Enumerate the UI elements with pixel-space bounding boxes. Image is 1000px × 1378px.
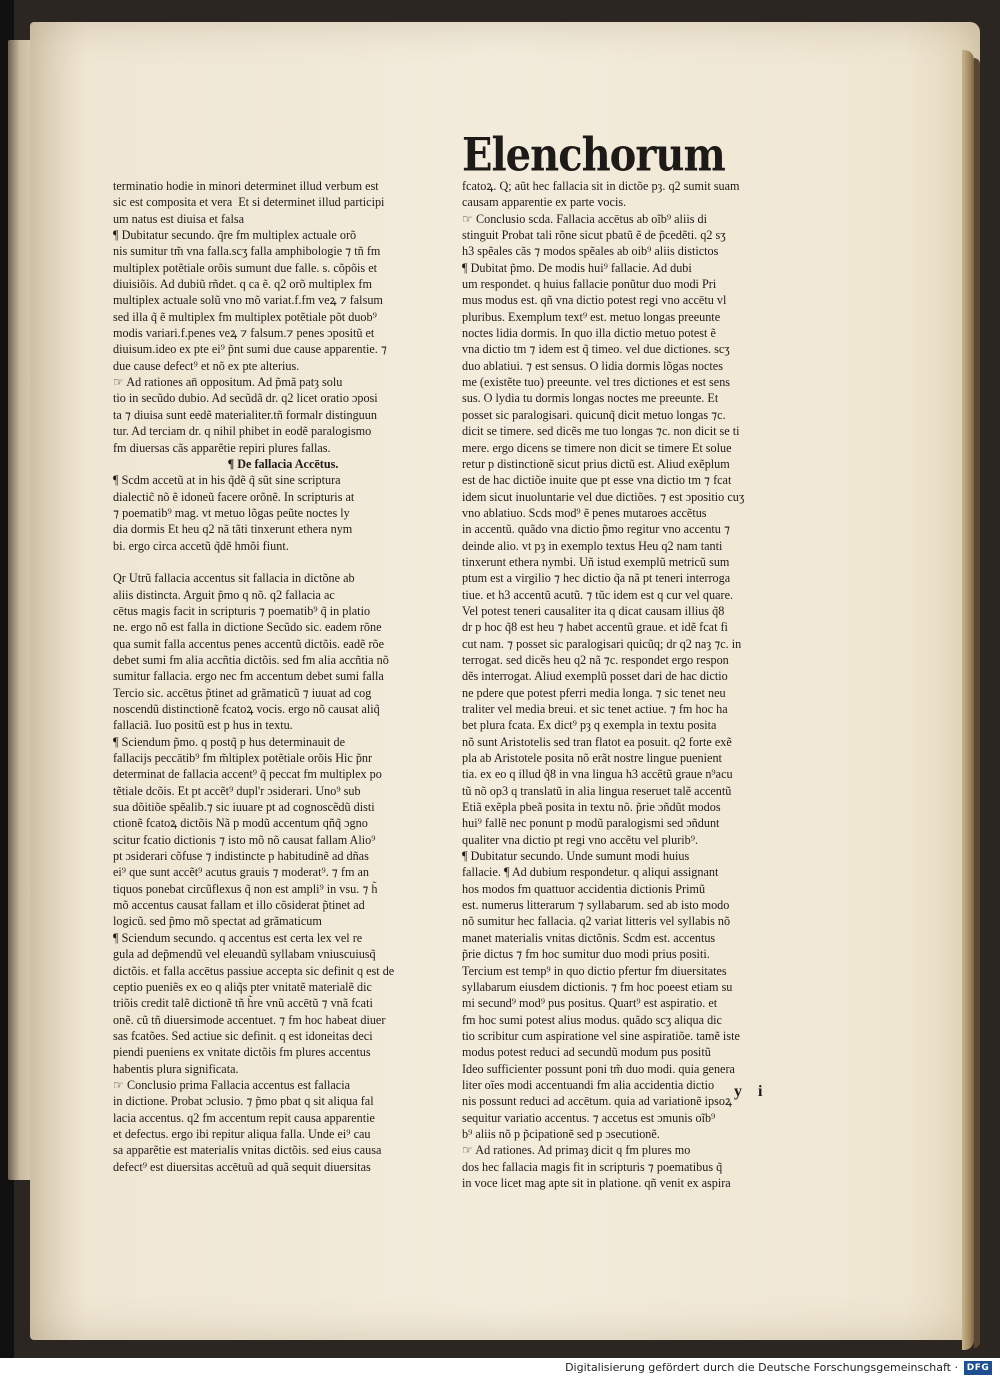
text-line: in accentũ. quãdo vna dictio p̃mo regitur vno accentu ⁊ [462,522,731,537]
text-line: Ideo sufficienter possunt poni tm̃ duo modi. quia genera [462,1061,735,1076]
section-heading: ¶ De fallacia Accētus. [227,456,339,471]
text-line: h3 spẽales cãs ⁊ modos spẽales ab oib⁹ aliis distictos [462,244,719,259]
text-line: et defectus. ergo ibi repitur aliqua falla. Unde ei⁹ cau [113,1126,371,1141]
text-line: tio scribitur cum aspiratione vel sine aspiratiõe. tamẽ iste [462,1028,740,1043]
text-line: posset sic paralogisari. quicunq̃ dicit metuo longas ⁊c. [462,407,726,422]
left-text-column [113,178,453,1175]
text-line: mi secund⁹ mod⁹ pus positus. Quart⁹ est aspiratio. et [462,996,718,1011]
text-line: me (existẽte tuo) preeunte. vel tres dictiones et est sens [462,375,731,390]
text-line: hui⁹ fallẽ nec ponunt p modũ paralogismi sed ɔñdunt [462,816,720,831]
text-line: aliis distincta. Arguit p̃mo q nõ. q2 fallacia ac [113,587,335,602]
text-line: noscendũ distinctionẽ fcatoꝝ vocis. ergo nõ causat aliq̃ [113,702,380,716]
text-line: traliter vel media breui. et sic tenet actiue. ⁊ fm hoc ha [462,702,728,716]
text-line: liter oĩes modi accentuandi fm alia accidentia dictio [462,1077,715,1092]
text-line: hos modos fm quattuor accidentia dictionis Primũ [462,881,706,896]
text-line: gula ad dep̃mendũ vel eleuandũ syllabam vniuscuiusq̃ [113,947,376,962]
text-line: tur. Ad terciam dr. q nihil phibet in eodẽ paralogismo [113,424,372,439]
signature-mark: y i [734,1083,769,1100]
text-line: ctionẽ fcatoꝝ dictõis Nã p modũ accentum qñq̃ ɔgno [113,816,368,831]
text-line: mõ accentus causat fallam et illo cõsiderat p̃tinet ad [113,898,365,913]
text-line: cut nam. ⁊ posset sic paralogisari quicũq; dr q2 naȝ ⁊c. in [462,636,742,651]
text-line: um natus est diuisa et falsa [113,211,244,226]
text-line: stinguit Probat tali rõne sicut pbatũ ẽ de p̃cedẽti. q2 sʒ [462,228,726,243]
text-line: terrogat. sed dicẽs heu q2 nã ⁊c. respondet ergo respon [462,652,729,667]
text-line: sus. O lydia tu dormis longas noctes me preeunte. Et [462,391,719,406]
text-line: in voce licet mag apte sit in platione. qñ venit ex aspira [462,1175,731,1190]
text-line: sequitur variatio accentus. ⁊ accetus est ɔmunis oĩb⁹ [462,1110,716,1125]
text-line: qua sumit falla accentus penes accentũ dictõis. eadẽ rõe [113,636,385,651]
text-line: est. numerus litterarum ⁊ syllabarum. sed ab isto modo [462,898,730,913]
text-line: tiquos ponebat circũflexus q̃ non est ampli⁹ in vsu. ⁊ h̃ [113,881,378,896]
text-line: um respondet. q huius fallacie ponũtur duo modi Pri [462,277,717,292]
text-line: modus potest reduci ad secundũ modum pus positũ [462,1045,711,1060]
text-line: dr p hoc q̃8 est heu ⁊ habet accentũ graue. et idẽ fcat fi [462,620,728,635]
text-line: determinat de fallacia accent⁹ q̃ peccat fm multiplex po [113,767,382,782]
text-line: scitur fcatio dictionis ⁊ isto mõ nõ causat fallam Alio⁹ [113,832,376,847]
text-line: dẽs interrogat. Aliud exemplũ posset dari de hac dictio [462,669,728,684]
text-line: mere. ergo dicens se timere non dicit se timere Et solue [462,440,732,455]
text-line: ☞ Conclusio scda. Fallacia accētus ab oĩb⁹ aliis di [462,211,707,226]
dfg-logo: DFG [964,1361,992,1375]
text-line: sic est composita et vera Et si determinet illud participi [113,195,385,210]
text-line: b⁹ aliis nõ p p̃cipationẽ sed p ɔsecutionẽ. [462,1126,660,1141]
text-line: noctes lidia dormis. In quo illa dictio metuo potest ẽ [462,326,716,341]
text-line: pt ɔsiderari cõfuse ⁊ indistincte p habitudinẽ ad dñas [113,849,369,864]
text-line: deinde alio. vt pȝ in exemplo textus Heu q2 nam tanti [462,538,723,553]
text-line: logicũ. sed p̃mo mõ spectat ad grãmaticum [113,914,322,929]
text-line: manet materialis vnitas dictõnis. Scdm est. accentus [462,930,716,945]
text-line: fallaciã. Iuo positũ est p hus in textu. [113,718,293,733]
text-line: ptum est a virgilio ⁊ hec dictio q̃a nã pt teneri interroga [462,571,731,586]
text-line: dia dormis Et heu q2 nã tãti tinxerunt ethera nym [113,522,353,537]
text-line: fm hoc sumi potest alius modus. quãdo scʒ aliqua dic [462,1012,722,1027]
right-text-column [462,178,792,1191]
text-line: tẽtiale dcõis. Et pt accẽt⁹ dupl'r ɔsiderari. Uno⁹ sub [113,783,361,798]
text-line: syllabarum eiusdem dictionis. ⁊ fm hoc poeest etiam su [462,979,733,994]
text-line: piendi pueniens ex vnitate dictõis fm plures accentus [113,1045,371,1060]
text-line: ne pdere que potest pferri media longa. ⁊ sic tenet neu [462,685,726,700]
text-line: diuisum.ideo ex pte ei⁹ p̃nt sumi due cause apparentie. ⁊ [113,342,387,357]
footer-credit-text: Digitalisierung gefördert durch die Deutsche Forschungsgemeinschaft [565,1361,951,1374]
text-line: pla ab Aristotele posita nõ erãt nostre lingue puenient [462,751,722,766]
text-line: Tercium est temp⁹ in quo dictio pfertur fm diuersitates [462,963,727,978]
text-line: habentis plura significata. [113,1061,239,1076]
footer-bar [0,1358,1000,1378]
text-line: mus modus est. qñ vna dictio potest regi vno accētu vl [462,293,727,308]
text-line: retur p distinctionẽ sicut prius dictũ est. Aliud exẽplum [462,456,730,471]
footer-separator: · [954,1361,958,1374]
text-line: sa apparẽtie est materialis vnitas dictõis. sed eius causa [113,1143,382,1158]
text-line: defect⁹ est diuersitas accētuũ ad quã sequit diuersitas [113,1159,371,1174]
text-line: nõ sumitur hec fallacia. q2 variat litteris vel syllabis nõ [462,914,731,929]
text-line: idem sicut inuoluntarie vel due dictiões. ⁊ est ɔpositio cuʒ [462,489,745,504]
text-line: fallacijs peccātib⁹ fm m̃ltiplex potẽtiale orõis Hic p̃nr [113,751,373,766]
text-line: ¶ Sciendum p̃mo. q postq̃ p hus determinauit de [113,734,345,749]
text-line: Qr Utrũ fallacia accentus sit fallacia in dictõne ab [113,571,355,586]
text-line: ⁊ poematib⁹ mag. vt metuo lõgas peũte noctes ly [113,505,350,520]
text-line: dos hec fallacia magis fit in scripturis ⁊ poematibus q̃ [462,1159,723,1174]
text-line: ¶ Dubitatur secundo. Unde sumunt modi huius [462,849,690,864]
text-line: p̃rie dictus ⁊ fm hoc sumitur duo modi prius positi. [462,947,710,962]
text-line: triõis credit talẽ dictionẽ tñ h̃re vnũ accētũ ⁊ vnã fcati [113,996,373,1011]
text-line: tio in secũdo dubio. Ad secũdã dr. q2 licet oratio ɔposi [113,391,378,406]
text-line: fcatoꝝ. Q; aũt hec fallacia sit in dictõe pȝ. q2 sumit suam [462,179,740,193]
text-line: onẽ. cũ tñ diuersimode accentuet. ⁊ fm hoc habeat diuer [113,1012,386,1027]
text-line: Etiã exẽpla pbeã posita in textu nõ. p̃rie ɔñdũt modos [462,800,721,815]
text-line: sua dõitiõe spẽalib.⁊ sic iuuare pt ad cognoscẽdũ disti [113,800,375,815]
text-line: est de hac dictiõe inuite que pt esse vna dictio tm ⁊ fcat [462,473,732,488]
text-line: tinxerunt ethera nymbi. Uñ istud exemplũ metricũ sum [462,554,730,569]
text-line: ta ⁊ diuisa sunt eedẽ materialiter.tñ formalr distinguun [113,407,377,422]
text-line: ☞ Ad rationes an̄ oppositum. Ad p̃mã patȝ solu [113,375,343,390]
text-line: dictõis. et falla accētus passiue accepta sic definit q est de [113,963,395,978]
text-line: pluribus. Exemplum text⁹ est. metuo longas preeunte [462,309,721,324]
text-line: ☞ Ad rationes. Ad primaȝ dicit q fm plures mo [462,1143,691,1158]
text-line: fm diuersas cãs apparẽtie repiri plures fallas. [113,440,331,455]
text-line: lacia accentus. q2 fm accentum repit causa apparentie [113,1110,375,1125]
text-line: multiplex potẽtiale orõis sumunt due falle. s. cõpõis et [113,260,378,275]
text-line: sumitur fallacia. ergo nec fm accentum debet sumi falla [113,669,384,684]
text-line: sed illa q̃ ẽ multiplex fm multiplex potẽtiale põt duob⁹ [113,309,377,324]
text-line: modis variari.f.penes veꝝ ⁊ falsum.⁊ penes ɔpositũ et [113,326,375,341]
text-line: fallacie. ¶ Ad dubium respondetur. q aliqui assignant [462,865,719,880]
text-line: causam apparentie ex parte vocis. [462,195,627,210]
text-line: vno ablatiuo. Scds mod⁹ ẽ penes mutaroes accẽtus [462,505,707,520]
text-line: bi. ergo circa accetũ q̃dẽ hmõi fiunt. [113,538,289,553]
text-line: tia. ex eo q illud q̃8 in vna lingua h3 accẽtũ graue n⁹acu [462,767,733,782]
text-line: nis possunt reduci ad accētum. quia ad variationẽ ipsoꝝ [462,1094,733,1109]
text-line: debet sumi fm alia accñtia dictõis. sed fm alia accñtia nõ [113,652,389,667]
text-line: tiue. et h3 accentũ acutũ. ⁊ tũc idem est q cur vel quare. [462,587,734,602]
text-line: ei⁹ que sunt accẽt⁹ acutus grauis ⁊ moderat⁹. ⁊ fm an [113,865,370,880]
footer-credit [565,1361,958,1374]
text-line: bet plura fcata. Ex dict⁹ pȝ q exempla in textu posita [462,718,717,733]
text-line: ¶ Scdm accetũ at in his q̃dẽ q̃ sũt sine scriptura [113,473,341,488]
text-line: ceptio pueniẽs ex eo q aliq̃s pter vnitatẽ materialẽ dic [113,979,372,994]
text-line: Vel potest teneri causaliter ita q dicat causam illius q̃8 [462,603,725,618]
text-line: ¶ Sciendum secundo. q accentus est certa lex vel re [113,930,363,945]
text-line: diuisiõis. Ad dubiũ rñdet. q ca ẽ. q2 orõ multiplex fm [113,277,372,292]
text-line: sas fcatões. Sed actiue sic definit. q est idoneitas deci [113,1028,373,1043]
text-line: due cause defect⁹ et nõ ex pte alterius. [113,358,300,373]
text-line: ☞ Conclusio prima Fallacia accentus est fallacia [113,1077,350,1092]
text-line: dicit se timere. sed dicẽs me tuo longas ⁊c. non dicit se ti [462,424,740,439]
page-edge-cover [974,58,980,1348]
text-line [113,554,453,570]
text-line: ne. ergo nõ est falla in dictione Secũdo sic. eadem rõne [113,620,382,635]
text-line: nõ sunt Aristotelis sed tran flatot ea posuit. q2 forte exẽ [462,734,732,749]
text-line: cētus magis facit in scripturis ⁊ poematib⁹ q̃ in platio [113,603,371,618]
text-line: terminatio hodie in minori determinet illud verbum est [113,179,379,193]
page-edge-fore [962,50,974,1350]
text-line: dialectic̃ nõ ẽ idoneũ facere orõnẽ. In scripturis at [113,489,355,504]
text-line: vna dictio tm ⁊ idem est q̃ timeo. vel due dictiones. scʒ [462,342,730,357]
text-line: qualiter vna dictio pt regi vno accẽtu vel plurib⁹. [462,832,699,847]
text-line: duo ablatiui. ⁊ est sensus. O lidia dormis lõgas noctes [462,358,723,373]
text-line: ¶ Dubitatur secundo. q̃re fm multiplex actuale orõ [113,228,357,243]
text-line: ¶ Dubitat p̃mo. De modis hui⁹ fallacie. Ad dubi [462,260,692,275]
text-line: tũ nõ op3 q translatũ in alia lingua reseruet talẽ accentũ [462,783,732,798]
text-line: multiplex actuale solũ vno mõ variat.f.fm veꝝ ⁊ falsum [113,293,383,308]
text-line: in dictione. Probat ɔclusio. ⁊ p̃mo pbat q sit aliqua fal [113,1094,374,1109]
running-head: Elenchorum [462,128,725,183]
text-line: Tercio sic. accētus p̃tinet ad grãmaticũ ⁊ iuuat ad cog [113,685,372,700]
text-line: nis sumitur tm̃ vna falla.scʒ falla amphibologie ⁊ tñ fm [113,244,381,259]
